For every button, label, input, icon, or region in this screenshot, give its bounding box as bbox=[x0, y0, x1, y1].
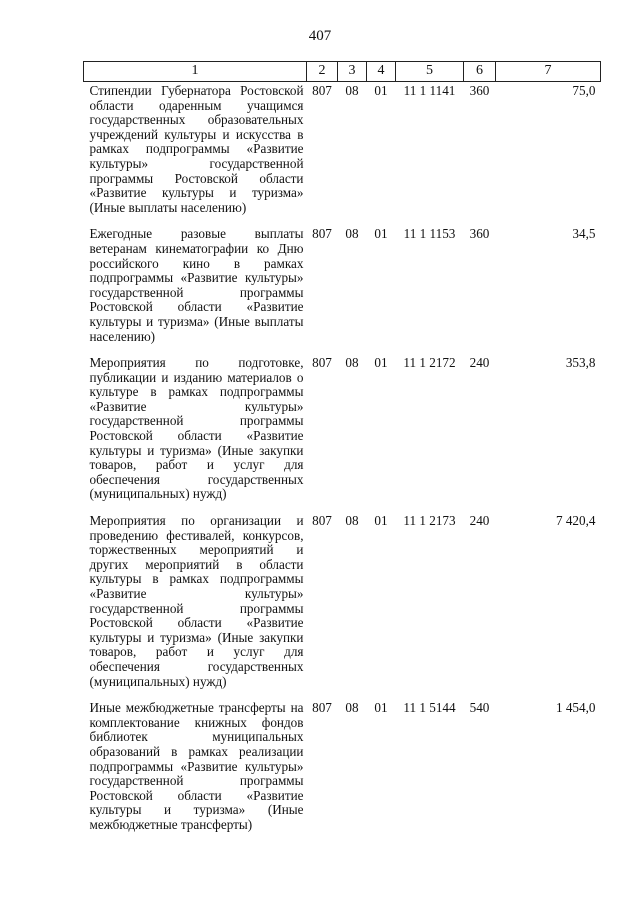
table-header bbox=[84, 62, 601, 82]
row-amount: 7 420,4 bbox=[555, 513, 596, 529]
row-description: Мероприятия по подготовке, публикации и изданию материалов о культуре в рамках подпрограммы «Развитие культуры» государственной программы Ростовской области «Развитие культуры и туризма» (Иные закупки товаров, работ и услуг для обеспечения государственных (муниципальных) нужд) bbox=[89, 355, 304, 502]
row-expense-type: 540 bbox=[469, 700, 490, 716]
row-expense-type: 360 bbox=[469, 83, 490, 98]
row-section-code: 08 bbox=[345, 83, 359, 98]
row-expense-type: 240 bbox=[469, 513, 490, 529]
row-target-article: 11 1 2173 bbox=[403, 513, 456, 529]
budget-table bbox=[83, 61, 601, 843]
row-subsection-code: 01 bbox=[374, 513, 388, 529]
row-target-article: 11 1 2172 bbox=[403, 355, 456, 371]
row-target-article: 11 1 1141 bbox=[403, 83, 456, 98]
row-section-code: 08 bbox=[345, 513, 359, 529]
row-description: Стипендии Губернатора Ростовской области одаренным учащимся государственных образовательных учреждений культуры и искусства в рамках подпрограммы «Развитие культуры» государственной программы Ростовской области «Развитие культуры и туризма» (Иные выплаты населению) bbox=[89, 83, 304, 215]
row-description: Мероприятия по организации и проведению фестивалей, конкурсов, торжественных мероприятий и других мероприятий в области культуры в рамках подпрограммы «Развитие культуры» государственной программы Ростовской области «Развитие культуры и туризма» (Иные закупки товаров, работ и услуг для обеспечения государственных (муниципальных) нужд) bbox=[89, 513, 304, 689]
row-subsection-code: 01 bbox=[374, 355, 388, 371]
row-description: Ежегодные разовые выплаты ветеранам кинематографии ко Дню российского кино в рамках подпрограммы «Развитие культуры» государственной программы Ростовской области «Развитие культуры и туризма» (Иные выплаты населению) bbox=[89, 226, 304, 344]
row-subsection-code: 01 bbox=[374, 83, 388, 98]
row-amount: 34,5 bbox=[572, 226, 596, 242]
row-section-code: 08 bbox=[345, 355, 359, 371]
row-expense-type: 360 bbox=[469, 226, 490, 242]
table-row bbox=[84, 225, 601, 354]
row-target-article: 11 1 5144 bbox=[403, 700, 456, 716]
table-row bbox=[84, 512, 601, 699]
header-col-5: 5 bbox=[396, 62, 464, 82]
row-amount: 75,0 bbox=[572, 83, 596, 98]
table-body bbox=[84, 82, 601, 843]
row-ministry-code: 807 bbox=[312, 513, 332, 529]
row-amount: 353,8 bbox=[565, 355, 596, 371]
header-col-2: 2 bbox=[307, 62, 338, 82]
page-number: 407 bbox=[308, 28, 332, 44]
row-target-article: 11 1 1153 bbox=[403, 226, 456, 242]
header-col-6: 6 bbox=[464, 62, 496, 82]
header-col-4: 4 bbox=[367, 62, 396, 82]
header-row bbox=[84, 62, 601, 82]
table-row bbox=[84, 699, 601, 842]
row-subsection-code: 01 bbox=[374, 700, 388, 716]
row-expense-type: 240 bbox=[469, 355, 490, 371]
row-ministry-code: 807 bbox=[312, 226, 332, 242]
row-section-code: 08 bbox=[345, 700, 359, 716]
table-row bbox=[84, 82, 601, 226]
row-ministry-code: 807 bbox=[312, 83, 332, 98]
row-subsection-code: 01 bbox=[374, 226, 388, 242]
header-col-1: 1 bbox=[84, 62, 307, 82]
header-col-3: 3 bbox=[338, 62, 367, 82]
header-col-7: 7 bbox=[496, 62, 601, 82]
row-description: Иные межбюджетные трансферты на комплектование книжных фондов библиотек муниципальных образований в рамках реализации подпрограммы «Развитие культуры» государственной программы Ростовской области «Развитие культуры и туризма» (Иные межбюджетные трансферты) bbox=[89, 700, 304, 832]
row-ministry-code: 807 bbox=[312, 700, 332, 716]
row-ministry-code: 807 bbox=[312, 355, 332, 371]
row-amount: 1 454,0 bbox=[555, 700, 596, 716]
row-section-code: 08 bbox=[345, 226, 359, 242]
table-row bbox=[84, 354, 601, 512]
